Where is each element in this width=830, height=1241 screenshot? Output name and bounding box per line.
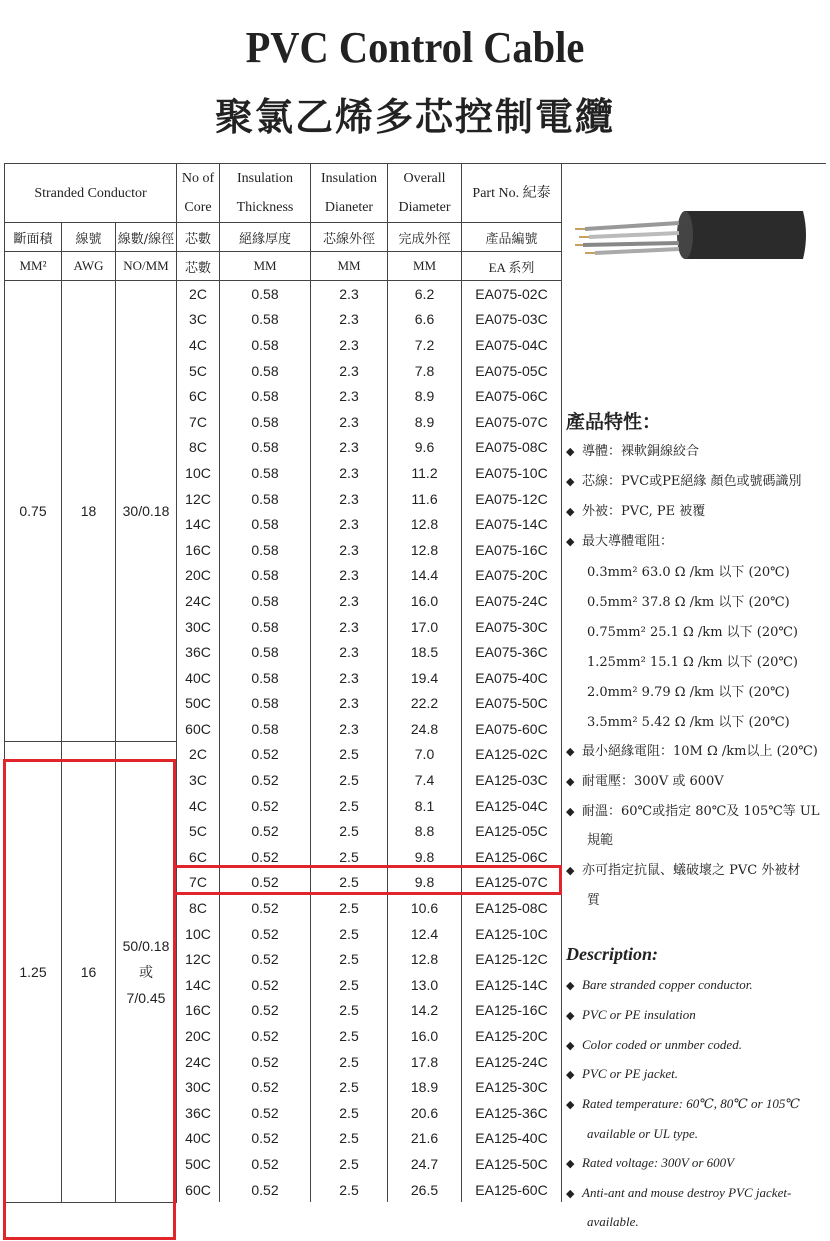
cell-insulation-thickness: 0.58 xyxy=(220,281,311,307)
cell-cores: 14C xyxy=(177,511,220,537)
header-zh-area: 斷面積 xyxy=(5,223,62,252)
cell-cores: 50C xyxy=(177,691,220,717)
cell-insulation-diameter: 2.3 xyxy=(311,639,388,665)
header-zh-gauge: 線號 xyxy=(62,223,116,252)
cell-overall-diameter: 11.2 xyxy=(388,460,462,486)
highlight-group-1-25 xyxy=(3,759,176,1240)
cell-overall-diameter: 13.0 xyxy=(388,972,462,998)
cell-part-no: EA125-06C xyxy=(462,844,562,870)
cell-part-no: EA125-12C xyxy=(462,946,562,972)
cell-insulation-thickness: 0.52 xyxy=(220,1023,311,1049)
cell-insulation-diameter: 2.5 xyxy=(311,1177,388,1203)
cell-insulation-diameter: 2.5 xyxy=(311,767,388,793)
feature-item xyxy=(587,681,790,700)
cell-part-no: EA075-05C xyxy=(462,358,562,384)
cell-insulation-diameter: 2.3 xyxy=(311,486,388,512)
cell-insulation-thickness: 0.58 xyxy=(220,460,311,486)
description-item xyxy=(566,1037,742,1053)
cell-overall-diameter: 8.8 xyxy=(388,818,462,844)
description-text: available or UL type. xyxy=(587,1126,698,1141)
cell-overall-diameter: 12.8 xyxy=(388,511,462,537)
cell-cores: 60C xyxy=(177,716,220,742)
cell-cores: 6C xyxy=(177,844,220,870)
diamond-bullet-icon: ◆ xyxy=(566,505,575,518)
header-insulation-diameter: Insulation Dianeter xyxy=(311,164,388,223)
description-item xyxy=(566,1096,800,1112)
diamond-bullet-icon: ◆ xyxy=(566,745,575,758)
cell-insulation-diameter: 2.3 xyxy=(311,307,388,333)
cell-insulation-thickness: 0.58 xyxy=(220,486,311,512)
cell-overall-diameter: 17.0 xyxy=(388,614,462,640)
feature-item xyxy=(587,829,613,848)
description-text: available. xyxy=(587,1214,639,1229)
diamond-bullet-icon: ◆ xyxy=(566,1069,575,1081)
feature-text: 導體：裸軟銅線絞合 xyxy=(582,444,700,459)
feature-item xyxy=(587,621,798,640)
cell-insulation-thickness: 0.58 xyxy=(220,563,311,589)
feature-text: 0.75mm² 25.1 Ω /km 以下 (20℃) xyxy=(587,625,799,640)
page-title: PVC Control Cable xyxy=(245,23,585,72)
diamond-bullet-icon: ◆ xyxy=(566,1040,575,1052)
cell-overall-diameter: 10.6 xyxy=(388,895,462,921)
cell-part-no: EA075-07C xyxy=(462,409,562,435)
cell-insulation-thickness: 0.52 xyxy=(220,870,311,896)
cell-cores: 8C xyxy=(177,895,220,921)
description-text: PVC or PE insulation xyxy=(582,1007,696,1022)
feature-text: 0.5mm² 37.8 Ω /km 以下 (20℃) xyxy=(587,595,790,610)
cell-cores: 24C xyxy=(177,588,220,614)
feature-item xyxy=(566,440,699,459)
feature-text: 最大導體電阻： xyxy=(582,534,674,549)
cell-insulation-diameter: 2.5 xyxy=(311,1023,388,1049)
cell-part-no: EA125-36C xyxy=(462,1100,562,1126)
cell-part-no: EA075-02C xyxy=(462,281,562,307)
cell-part-no: EA075-03C xyxy=(462,307,562,333)
feature-text: 亦可指定抗鼠、蟻破壞之 PVC 外被材 xyxy=(582,863,801,878)
feature-item xyxy=(587,591,790,610)
cell-insulation-diameter: 2.5 xyxy=(311,972,388,998)
cell-insulation-diameter: 2.3 xyxy=(311,409,388,435)
feature-text: 1.25mm² 15.1 Ω /km 以下 (20℃) xyxy=(587,655,799,670)
unit-series: EA 系列 xyxy=(462,252,562,281)
description-item xyxy=(566,1155,734,1171)
cell-insulation-thickness: 0.58 xyxy=(220,691,311,717)
cell-insulation-diameter: 2.3 xyxy=(311,716,388,742)
cell-overall-diameter: 26.5 xyxy=(388,1177,462,1203)
cell-part-no: EA125-07C xyxy=(462,870,562,896)
cell-part-no: EA075-60C xyxy=(462,716,562,742)
cell-insulation-diameter: 2.5 xyxy=(311,1049,388,1075)
cell-overall-diameter: 22.2 xyxy=(388,691,462,717)
cell-cores: 4C xyxy=(177,793,220,819)
cable-photo xyxy=(575,205,810,265)
feature-item xyxy=(566,770,724,789)
cell-insulation-thickness: 0.58 xyxy=(220,639,311,665)
cell-cores: 6C xyxy=(177,383,220,409)
cell-cores: 40C xyxy=(177,1126,220,1152)
cell-part-no: EA125-50C xyxy=(462,1151,562,1177)
cell-cores: 12C xyxy=(177,486,220,512)
diamond-bullet-icon: ◆ xyxy=(566,864,575,877)
cell-insulation-diameter: 2.3 xyxy=(311,511,388,537)
feature-text: 外被：PVC, PE 被覆 xyxy=(582,504,706,519)
cell-cores: 20C xyxy=(177,1023,220,1049)
cell-part-no: EA075-04C xyxy=(462,332,562,358)
cell-cores: 5C xyxy=(177,358,220,384)
feature-item xyxy=(566,859,800,878)
cell-cores: 8C xyxy=(177,435,220,461)
feature-item xyxy=(566,470,801,489)
cell-insulation-thickness: 0.52 xyxy=(220,895,311,921)
feature-text: 3.5mm² 5.42 Ω /km 以下 (20℃) xyxy=(587,715,790,730)
header-stranded-conductor: Stranded Conductor xyxy=(5,164,177,223)
cell-insulation-diameter: 2.5 xyxy=(311,818,388,844)
cell-overall-diameter: 14.4 xyxy=(388,563,462,589)
cell-insulation-thickness: 0.58 xyxy=(220,716,311,742)
feature-item xyxy=(587,711,790,730)
header-zh-strands: 線數/線徑 xyxy=(116,223,177,252)
cell-no-mm: 30/0.18 xyxy=(116,281,177,742)
cell-insulation-thickness: 0.52 xyxy=(220,972,311,998)
diamond-bullet-icon: ◆ xyxy=(566,980,575,992)
cell-part-no: EA125-60C xyxy=(462,1177,562,1203)
description-item xyxy=(566,1066,678,1082)
feature-text: 規範 xyxy=(587,833,614,848)
cell-overall-diameter: 17.8 xyxy=(388,1049,462,1075)
cell-cores: 30C xyxy=(177,614,220,640)
feature-text: 2.0mm² 9.79 Ω /km 以下 (20℃) xyxy=(587,685,790,700)
feature-item xyxy=(587,561,790,580)
cell-mm2: 1.25 xyxy=(5,742,62,1203)
cell-overall-diameter: 7.0 xyxy=(388,742,462,768)
header-zh-part-code: 產品編號 xyxy=(462,223,562,252)
cell-part-no: EA125-30C xyxy=(462,1074,562,1100)
unit-overall-od-mm: MM xyxy=(388,252,462,281)
cell-overall-diameter: 9.6 xyxy=(388,435,462,461)
cell-insulation-thickness: 0.52 xyxy=(220,1074,311,1100)
cell-part-no: EA125-16C xyxy=(462,998,562,1024)
header-part-no: Part No. 紀泰 xyxy=(462,164,562,223)
cell-part-no: EA125-04C xyxy=(462,793,562,819)
cell-cores: 50C xyxy=(177,1151,220,1177)
cell-overall-diameter: 18.9 xyxy=(388,1074,462,1100)
cell-cores: 40C xyxy=(177,665,220,691)
cell-insulation-diameter: 2.3 xyxy=(311,281,388,307)
cell-overall-diameter: 16.0 xyxy=(388,588,462,614)
cell-insulation-diameter: 2.3 xyxy=(311,435,388,461)
cell-overall-diameter: 21.6 xyxy=(388,1126,462,1152)
cell-overall-diameter: 7.8 xyxy=(388,358,462,384)
cell-insulation-thickness: 0.52 xyxy=(220,946,311,972)
cell-insulation-thickness: 0.58 xyxy=(220,614,311,640)
cell-insulation-diameter: 2.5 xyxy=(311,870,388,896)
cell-cores: 36C xyxy=(177,639,220,665)
cell-insulation-thickness: 0.52 xyxy=(220,767,311,793)
cell-cores: 7C xyxy=(177,409,220,435)
description-heading: Description: xyxy=(566,944,658,964)
diamond-bullet-icon: ◆ xyxy=(566,1158,575,1170)
cell-insulation-diameter: 2.5 xyxy=(311,921,388,947)
cell-overall-diameter: 20.6 xyxy=(388,1100,462,1126)
cell-insulation-diameter: 2.3 xyxy=(311,537,388,563)
cell-overall-diameter: 8.1 xyxy=(388,793,462,819)
feature-text: 最小絕緣電阻：10M Ω /km以上 (20℃) xyxy=(582,744,818,759)
cell-part-no: EA075-16C xyxy=(462,537,562,563)
cell-overall-diameter: 11.6 xyxy=(388,486,462,512)
cell-cores: 36C xyxy=(177,1100,220,1126)
cell-insulation-thickness: 0.58 xyxy=(220,332,311,358)
diamond-bullet-icon: ◆ xyxy=(566,775,575,788)
cell-cores: 30C xyxy=(177,1074,220,1100)
cell-insulation-diameter: 2.3 xyxy=(311,358,388,384)
cell-insulation-thickness: 0.58 xyxy=(220,537,311,563)
cell-cores: 7C xyxy=(177,870,220,896)
header-insulation-thickness: Insulation Thickness xyxy=(220,164,311,223)
cell-mm2: 0.75 xyxy=(5,281,62,742)
feature-item xyxy=(587,889,600,908)
description-item xyxy=(587,1214,639,1230)
cell-insulation-diameter: 2.3 xyxy=(311,563,388,589)
cell-insulation-thickness: 0.58 xyxy=(220,383,311,409)
feature-item xyxy=(566,500,705,519)
feature-item xyxy=(566,530,673,549)
cell-awg: 18 xyxy=(62,281,116,742)
description-text: PVC or PE jacket. xyxy=(582,1066,679,1081)
cell-insulation-diameter: 2.5 xyxy=(311,998,388,1024)
cell-insulation-thickness: 0.52 xyxy=(220,1100,311,1126)
cell-cores: 4C xyxy=(177,332,220,358)
cell-part-no: EA075-24C xyxy=(462,588,562,614)
cell-part-no: EA075-20C xyxy=(462,563,562,589)
cell-cores: 14C xyxy=(177,972,220,998)
cell-overall-diameter: 8.9 xyxy=(388,383,462,409)
cell-overall-diameter: 14.2 xyxy=(388,998,462,1024)
diamond-bullet-icon: ◆ xyxy=(566,805,575,818)
cell-overall-diameter: 12.8 xyxy=(388,946,462,972)
cell-insulation-thickness: 0.58 xyxy=(220,435,311,461)
cell-insulation-diameter: 2.3 xyxy=(311,588,388,614)
feature-text: 質 xyxy=(587,893,601,908)
cell-insulation-thickness: 0.58 xyxy=(220,409,311,435)
cell-awg: 16 xyxy=(62,742,116,1203)
highlight-row-ea125-06c xyxy=(173,865,562,895)
cell-insulation-thickness: 0.52 xyxy=(220,742,311,768)
cell-insulation-thickness: 0.52 xyxy=(220,1177,311,1203)
cell-part-no: EA125-02C xyxy=(462,742,562,768)
cell-insulation-diameter: 2.5 xyxy=(311,742,388,768)
cell-overall-diameter: 9.8 xyxy=(388,870,462,896)
cell-overall-diameter: 7.4 xyxy=(388,767,462,793)
cell-insulation-diameter: 2.3 xyxy=(311,383,388,409)
cell-cores: 5C xyxy=(177,818,220,844)
cell-cores: 60C xyxy=(177,1177,220,1203)
header-zh-overall-od: 完成外徑 xyxy=(388,223,462,252)
cell-part-no: EA125-10C xyxy=(462,921,562,947)
cell-cores: 3C xyxy=(177,307,220,333)
cell-insulation-diameter: 2.3 xyxy=(311,332,388,358)
cell-overall-diameter: 6.6 xyxy=(388,307,462,333)
cell-part-no: EA075-14C xyxy=(462,511,562,537)
cell-insulation-thickness: 0.58 xyxy=(220,358,311,384)
unit-cores: 芯數 xyxy=(177,252,220,281)
cell-overall-diameter: 24.7 xyxy=(388,1151,462,1177)
cell-insulation-thickness: 0.52 xyxy=(220,818,311,844)
cell-insulation-diameter: 2.3 xyxy=(311,460,388,486)
header-zh-cores: 芯數 xyxy=(177,223,220,252)
cell-insulation-diameter: 2.3 xyxy=(311,614,388,640)
cell-cores: 16C xyxy=(177,537,220,563)
cell-no-mm: 50/0.18 或 7/0.45 xyxy=(116,742,177,1203)
diamond-bullet-icon: ◆ xyxy=(566,1010,575,1022)
cell-insulation-thickness: 0.58 xyxy=(220,307,311,333)
cell-insulation-diameter: 2.5 xyxy=(311,793,388,819)
unit-awg: AWG xyxy=(62,252,116,281)
diamond-bullet-icon: ◆ xyxy=(566,445,575,458)
cell-insulation-thickness: 0.52 xyxy=(220,998,311,1024)
cell-part-no: EA075-12C xyxy=(462,486,562,512)
description-text: Rated temperature: 60℃, 80℃ or 105℃ xyxy=(582,1096,800,1111)
cell-insulation-diameter: 2.5 xyxy=(311,844,388,870)
cell-insulation-thickness: 0.58 xyxy=(220,665,311,691)
cell-cores: 10C xyxy=(177,460,220,486)
cell-overall-diameter: 8.9 xyxy=(388,409,462,435)
feature-text: 0.3mm² 63.0 Ω /km 以下 (20℃) xyxy=(587,565,790,580)
cell-part-no: EA075-40C xyxy=(462,665,562,691)
cell-insulation-thickness: 0.52 xyxy=(220,793,311,819)
cell-insulation-thickness: 0.52 xyxy=(220,1049,311,1075)
cell-insulation-thickness: 0.52 xyxy=(220,921,311,947)
cell-cores: 24C xyxy=(177,1049,220,1075)
cell-cores: 10C xyxy=(177,921,220,947)
cell-part-no: EA125-14C xyxy=(462,972,562,998)
description-text: Rated voltage: 300V or 600V xyxy=(582,1155,735,1170)
description-text: Bare stranded copper conductor. xyxy=(582,977,753,992)
description-text: Color coded or unmber coded. xyxy=(582,1037,742,1052)
cell-insulation-thickness: 0.52 xyxy=(220,1126,311,1152)
cell-part-no: EA125-24C xyxy=(462,1049,562,1075)
header-overall-diameter: Overall Diameter xyxy=(388,164,462,223)
cell-overall-diameter: 9.8 xyxy=(388,844,462,870)
description-item xyxy=(566,977,753,993)
cell-insulation-thickness: 0.52 xyxy=(220,844,311,870)
cell-insulation-diameter: 2.5 xyxy=(311,1151,388,1177)
unit-core-od-mm: MM xyxy=(311,252,388,281)
cell-part-no: EA075-50C xyxy=(462,691,562,717)
cell-insulation-diameter: 2.5 xyxy=(311,1074,388,1100)
header-zh-thickness: 絕緣厚度 xyxy=(220,223,311,252)
description-item xyxy=(566,1007,696,1023)
cell-cores: 20C xyxy=(177,563,220,589)
cell-overall-diameter: 24.8 xyxy=(388,716,462,742)
unit-no-mm: NO/MM xyxy=(116,252,177,281)
unit-mm2: MM² xyxy=(5,252,62,281)
cell-overall-diameter: 16.0 xyxy=(388,1023,462,1049)
cell-insulation-thickness: 0.52 xyxy=(220,1151,311,1177)
cell-insulation-thickness: 0.58 xyxy=(220,588,311,614)
cell-cores: 12C xyxy=(177,946,220,972)
header-no-core: No of Core xyxy=(177,164,220,223)
cell-part-no: EA075-08C xyxy=(462,435,562,461)
diamond-bullet-icon: ◆ xyxy=(566,1099,575,1111)
cell-cores: 2C xyxy=(177,742,220,768)
feature-item xyxy=(566,740,818,759)
cell-part-no: EA125-08C xyxy=(462,895,562,921)
diamond-bullet-icon: ◆ xyxy=(566,1188,575,1200)
cell-part-no: EA075-06C xyxy=(462,383,562,409)
description-item xyxy=(566,1185,791,1201)
cell-cores: 3C xyxy=(177,767,220,793)
header-zh-core-od: 芯線外徑 xyxy=(311,223,388,252)
cell-overall-diameter: 7.2 xyxy=(388,332,462,358)
cell-cores: 2C xyxy=(177,281,220,307)
cell-overall-diameter: 19.4 xyxy=(388,665,462,691)
cell-overall-diameter: 12.8 xyxy=(388,537,462,563)
cell-overall-diameter: 6.2 xyxy=(388,281,462,307)
feature-item xyxy=(566,800,820,819)
cell-insulation-diameter: 2.5 xyxy=(311,1126,388,1152)
feature-text: 芯線：PVC或PE絕緣 顏色或號碼識別 xyxy=(582,474,802,489)
cell-overall-diameter: 18.5 xyxy=(388,639,462,665)
feature-text: 耐溫：60℃或指定 80℃及 105℃等 UL xyxy=(582,804,820,819)
unit-thickness-mm: MM xyxy=(220,252,311,281)
feature-item xyxy=(587,651,798,670)
cell-part-no: EA125-40C xyxy=(462,1126,562,1152)
cell-part-no: EA075-36C xyxy=(462,639,562,665)
table-row xyxy=(5,281,562,307)
cell-part-no: EA125-03C xyxy=(462,767,562,793)
cell-insulation-diameter: 2.5 xyxy=(311,1100,388,1126)
cell-overall-diameter: 12.4 xyxy=(388,921,462,947)
cell-insulation-diameter: 2.5 xyxy=(311,895,388,921)
diamond-bullet-icon: ◆ xyxy=(566,535,575,548)
cell-cores: 16C xyxy=(177,998,220,1024)
cell-part-no: EA075-10C xyxy=(462,460,562,486)
cell-insulation-diameter: 2.3 xyxy=(311,665,388,691)
description-text: Anti-ant and mouse destroy PVC jacket- xyxy=(582,1185,792,1200)
cell-insulation-thickness: 0.58 xyxy=(220,511,311,537)
features-heading: 產品特性： xyxy=(566,411,662,433)
diamond-bullet-icon: ◆ xyxy=(566,475,575,488)
cell-part-no: EA075-30C xyxy=(462,614,562,640)
cell-insulation-diameter: 2.5 xyxy=(311,946,388,972)
cell-insulation-diameter: 2.3 xyxy=(311,691,388,717)
feature-text: 耐電壓：300V 或 600V xyxy=(582,774,724,789)
cell-part-no: EA125-05C xyxy=(462,818,562,844)
description-item xyxy=(587,1126,698,1142)
page-subtitle: 聚氯乙烯多芯控制電纜 xyxy=(214,94,615,139)
cell-part-no: EA125-20C xyxy=(462,1023,562,1049)
